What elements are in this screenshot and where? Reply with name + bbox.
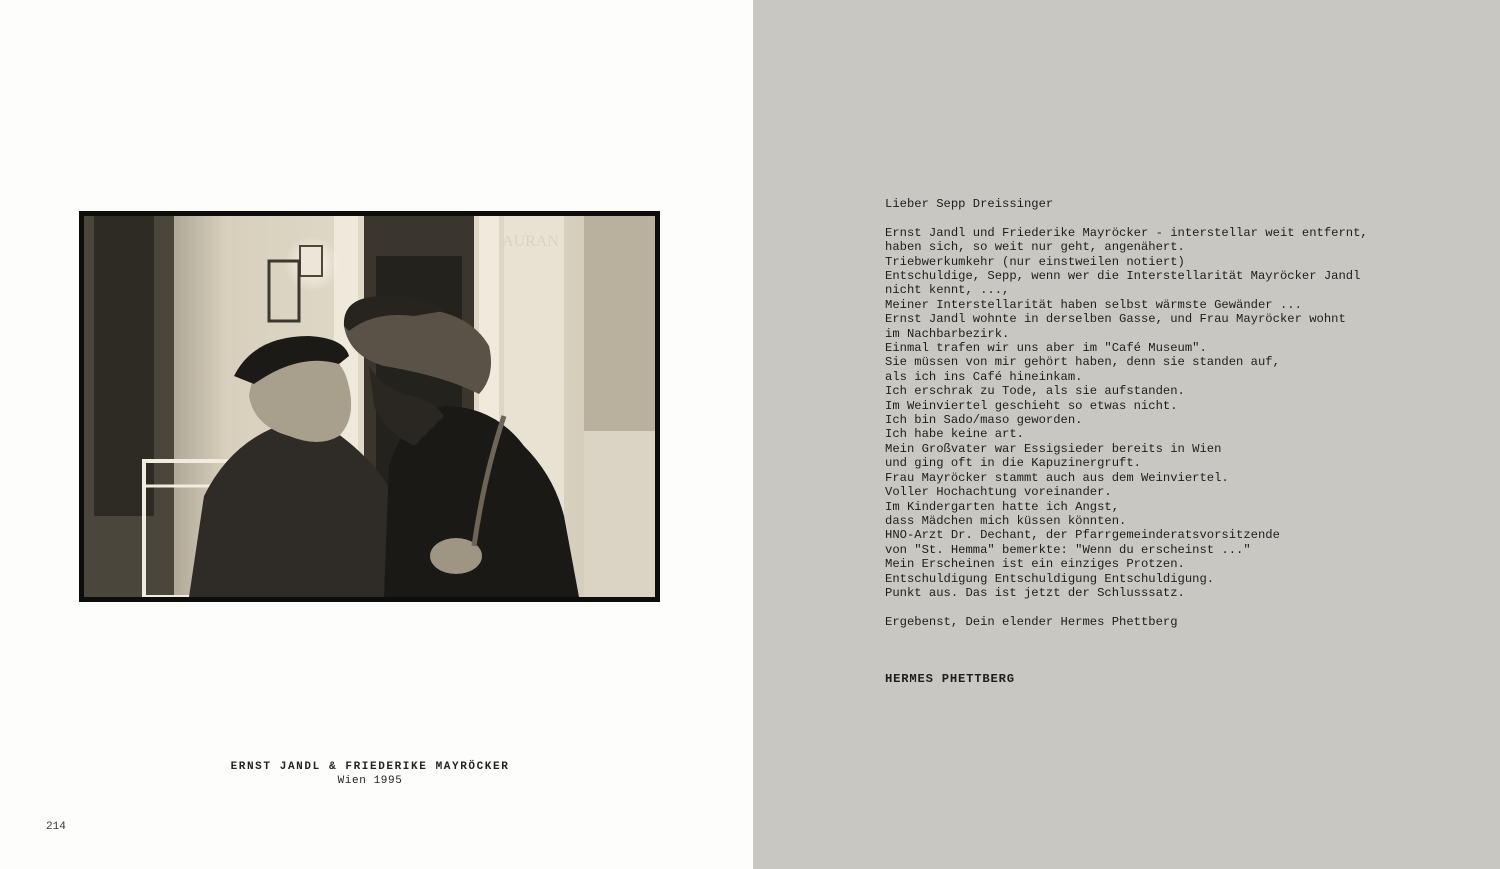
letter-line: Im Weinviertel geschieht so etwas nicht. [885, 398, 1178, 413]
letter-line: Frau Mayröcker stammt auch aus dem Weinviertel. [885, 470, 1229, 485]
letter-line: Entschuldige, Sepp, wenn wer die Interstellarität Mayröcker Jandl [885, 269, 1361, 284]
letter-line: im Nachbarbezirk. [885, 326, 1010, 341]
letter-line: Ernst Jandl und Friederike Mayröcker - interstellar weit entfernt, [885, 225, 1368, 240]
letter-line: Triebwerkumkehr (nur einstweilen notiert) [885, 254, 1185, 269]
letter-line: Meiner Interstellarität haben selbst wärmste Gewänder ... [885, 297, 1302, 312]
letter-line: Mein Großvater war Essigsieder bereits in Wien [885, 441, 1222, 456]
letter-line: Entschuldigung Entschuldigung Entschuldigung. [885, 571, 1215, 586]
letter-line: Ich bin Sado/maso geworden. [885, 413, 1083, 428]
letter-line: Voller Hochachtung voreinander. [885, 485, 1112, 500]
letter-signature: HERMES PHETTBERG [885, 672, 1015, 687]
caption-place-date: Wien 1995 [337, 775, 403, 787]
letter-line: Sie müssen von mir gehört haben, denn sie standen auf, [885, 355, 1280, 370]
caption-names: ERNST JANDL & FRIEDERIKE MAYRÖCKER [230, 761, 510, 773]
letter-line: dass Mädchen mich küssen könnten. [885, 513, 1127, 528]
letter-line: Ich habe keine art. [885, 427, 1024, 442]
photo-caption [160, 760, 580, 788]
svg-text:AURAN: AURAN [502, 233, 559, 250]
page-number: 214 [46, 821, 66, 833]
photograph [84, 216, 655, 597]
letter-line: Im Kindergarten hatte ich Angst, [885, 499, 1120, 514]
letter-line: HNO-Arzt Dr. Dechant, der Pfarrgemeinderatsvorsitzende [885, 528, 1280, 543]
letter-line: haben sich, so weit nur geht, angenähert. [885, 240, 1185, 255]
letter-line: von "St. Hemma" bemerkte: "Wenn du erscheinst ..." [885, 542, 1251, 557]
letter-closing: Ergebenst, Dein elender Hermes Phettberg [885, 614, 1178, 629]
letter-line: Punkt aus. Das ist jetzt der Schlusssatz. [885, 585, 1185, 600]
letter-line: und ging oft in die Kapuzinergruft. [885, 456, 1141, 471]
photograph-illustration [84, 216, 655, 597]
letter-body [885, 226, 1445, 601]
letter-line: Einmal trafen wir uns aber im "Café Museum". [885, 341, 1207, 356]
letter [885, 197, 1445, 687]
letter-line: nicht kennt, ..., [885, 283, 1010, 298]
letter-greeting: Lieber Sepp Dreissinger [885, 197, 1054, 211]
letter-line: Ernst Jandl wohnte in derselben Gasse, und Frau Mayröcker wohnt [885, 312, 1346, 327]
letter-line: Ich erschrak zu Tode, als sie aufstanden. [885, 384, 1185, 399]
letter-line: Mein Erscheinen ist ein einziges Protzen. [885, 557, 1185, 572]
letter-line: als ich ins Café hineinkam. [885, 369, 1083, 384]
photograph-frame [79, 211, 660, 602]
